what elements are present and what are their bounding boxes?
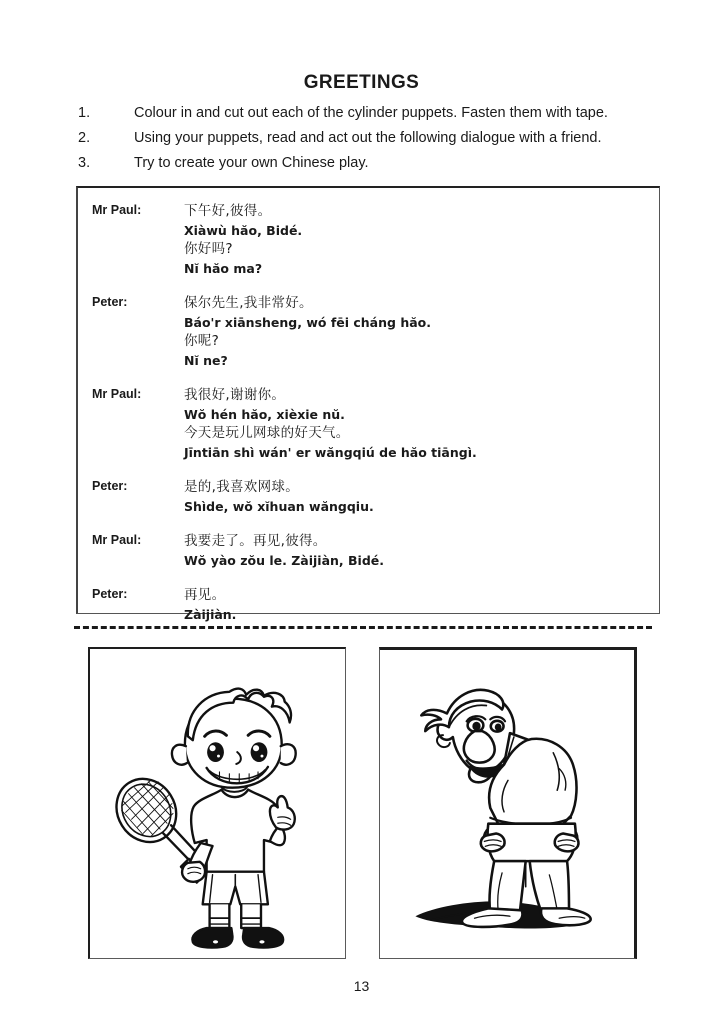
dialogue-line-pinyin: Xiàwù hăo, Bidé. (184, 223, 303, 238)
instruction-text: Try to create your own Chinese play. (134, 155, 369, 171)
dialogue-line-chinese: 你好吗? (184, 241, 233, 257)
illustration-frame-boy (88, 647, 346, 959)
dialogue-speaker: Peter: (92, 295, 128, 309)
instruction-number: 1. (78, 105, 91, 121)
man-leaning-forward-icon (380, 650, 634, 958)
page-number: 13 (353, 978, 370, 994)
dialogue-lines (184, 532, 659, 570)
dialogue-lines (184, 386, 659, 462)
dialogue-entry (92, 532, 659, 570)
dialogue-line-chinese: 今天是玩儿网球的好天气。 (184, 425, 350, 441)
page-title: GREETINGS (303, 72, 420, 93)
illustration-frame-man (379, 647, 637, 959)
dialogue-line-pinyin: Wŏ hén hăo, xièxie nŭ. (184, 407, 345, 422)
boy-with-tennis-racket-icon (90, 649, 345, 958)
dialogue-lines (184, 202, 659, 278)
dialogue-box (76, 186, 660, 622)
dialogue-lines (184, 586, 659, 624)
dialogue-line-pinyin: Zàijiàn. (184, 607, 237, 622)
dialogue-speaker: Mr Paul: (92, 203, 142, 217)
instruction-text: Colour in and cut out each of the cylinder puppets. Fasten them with tape. (134, 105, 608, 121)
dialogue-lines (184, 478, 659, 516)
instruction-text: Using your puppets, read and act out the following dialogue with a friend. (134, 130, 602, 146)
dialogue-entry (92, 478, 659, 516)
dialogue-entry (92, 586, 659, 624)
dialogue-line-chinese: 我很好,谢谢你。 (184, 387, 286, 403)
dialogue-entry (92, 202, 659, 278)
dialogue-entry (92, 386, 659, 462)
instructions-list (78, 105, 678, 180)
dialogue-list (78, 188, 659, 624)
dialogue-line-pinyin: Báo'r xiānsheng, wó fēi cháng hăo. (184, 315, 431, 330)
dialogue-speaker: Peter: (92, 587, 128, 601)
instruction-item (78, 155, 678, 180)
dialogue-line-chinese: 我要走了。再见,彼得。 (184, 533, 327, 549)
dialogue-line-chinese: 下午好,彼得。 (184, 203, 272, 219)
dialogue-entry (92, 294, 659, 370)
dialogue-line-pinyin: Jīntiān shì wán' er wăngqiú de hăo tiāngì. (184, 445, 477, 460)
dialogue-line-chinese: 保尔先生,我非常好。 (184, 295, 313, 311)
dialogue-lines (184, 294, 659, 370)
cut-line (74, 626, 652, 629)
dialogue-line-chinese: 你呢? (184, 333, 220, 349)
instruction-item (78, 130, 678, 155)
dialogue-speaker: Mr Paul: (92, 533, 142, 547)
dialogue-line-chinese: 再见。 (184, 587, 226, 603)
instruction-number: 3. (78, 155, 91, 171)
dialogue-line-pinyin: Nĭ hăo ma? (184, 261, 263, 276)
dialogue-line-pinyin: Wŏ yào zŏu le. Zàijiàn, Bidé. (184, 553, 384, 568)
dialogue-speaker: Mr Paul: (92, 387, 142, 401)
instruction-number: 2. (78, 130, 91, 146)
dialogue-line-pinyin: Shìde, wŏ xĭhuan wăngqiu. (184, 499, 374, 514)
dialogue-line-pinyin: Nĭ ne? (184, 353, 228, 368)
instruction-item (78, 105, 678, 130)
dialogue-line-chinese: 是的,我喜欢网球。 (184, 479, 299, 495)
dialogue-speaker: Peter: (92, 479, 128, 493)
